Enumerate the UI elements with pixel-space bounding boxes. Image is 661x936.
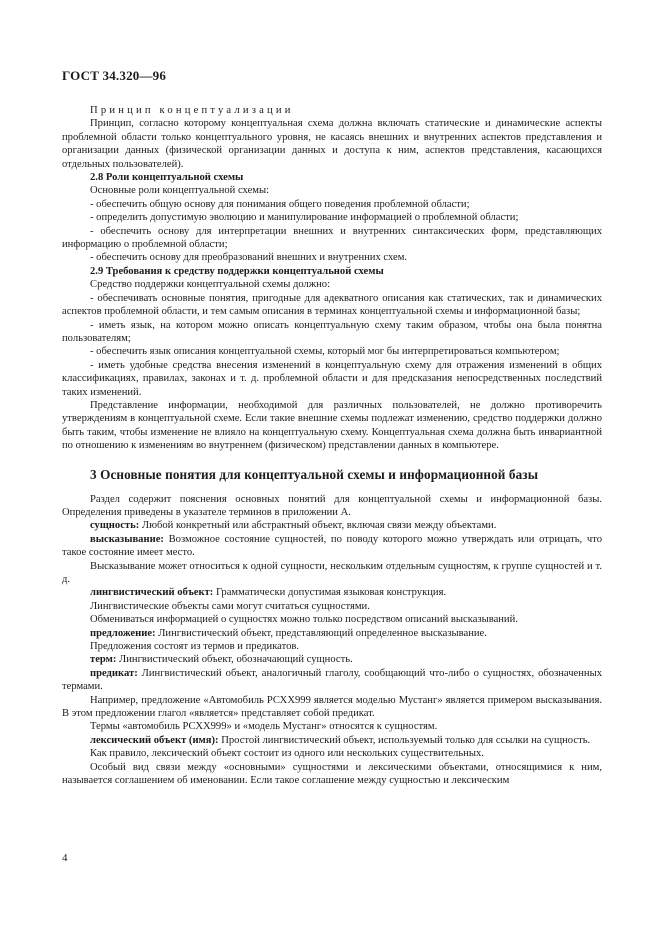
- term-definition: Лингвистический объект, аналогичный глаголу, сообщающий что-либо о сущностях, обозначенных термами.: [62, 667, 602, 693]
- section-2-9-closing: Представление информации, необходимой для различных пользователей, не должно противоречить утверждениям в концептуальной схеме. Если такие внешние схемы подлежат изменению, средство поддержки должно быть таким, чтобы изменение не влияло на концептуальную схему. Концептуальная схема должна быть инвариантной по отношению к изменениям во внутреннем (физическом) представлении данных в компьютере.: [62, 399, 602, 452]
- definition-linguistic-object: [62, 586, 602, 599]
- definition-entity: [62, 519, 602, 532]
- definition-statement: [62, 533, 602, 560]
- list-item: - обеспечить основу для преобразований внешних и внутренних схем.: [90, 252, 408, 264]
- principle-title: Принцип концептуализации: [90, 105, 294, 116]
- document-page: [62, 68, 602, 788]
- term-definition: Лингвистический объект, представляющий определенное высказывание.: [155, 627, 487, 639]
- section-2-9-lead: Средство поддержки концептуальной схемы должно:: [90, 279, 331, 291]
- body-paragraph: Обмениваться информацией о сущностях можно только посредством описаний высказываний.: [90, 614, 518, 626]
- term-definition: Возможное состояние сущностей, по поводу которого можно утверждать или отрицать, что такое состояние имеет место.: [62, 533, 602, 559]
- term-definition: Грамматически допустимая языковая конструкция.: [213, 587, 447, 599]
- body-paragraph: Например, предложение «Автомобиль РСХХ999 является моделью Мустанг» является примером высказывания. В этом предложении глагол «является» представляет собой предикат.: [62, 694, 602, 720]
- definition-term: [62, 653, 602, 666]
- term-label: высказывание:: [90, 533, 164, 545]
- body-paragraph: Особый вид связи между «основными» сущностями и лексическими объектами, относящимися к ним, называется соглашением об именовании. Если такое соглашение между сущностью и лексическим: [62, 761, 602, 787]
- page-number: 4: [62, 852, 68, 864]
- section-2-8-lead: Основные роли концептуальной схемы:: [90, 185, 270, 197]
- term-definition: Лингвистический объект, обозначающий сущность.: [116, 654, 353, 666]
- list-item: - обеспечивать основные понятия, пригодные для адекватного описания как статических, так и динамических аспектов проблемной области, и тем самым описания в терминах концептуальной схемы и информационной базы;: [62, 292, 602, 318]
- definition-sentence: [62, 627, 602, 640]
- term-label: предикат:: [90, 667, 138, 679]
- list-item: - обеспечить основу для интерпретации внешних и внутренних синтаксических форм, представляющих информацию о проблемной области;: [62, 225, 602, 251]
- principle-paragraph: Принцип, согласно которому концептуальная схема должна включать статические и динамические аспекты проблемной области только концептуального уровня, не касаясь внешних и внутренних аспектов представления и организации данных (физической организации данных и доступа к ним, аспектов представления, касающихся отдельных пользователей).: [62, 118, 602, 170]
- term-definition: Любой конкретный или абстрактный объект, включая связи между объектами.: [139, 520, 497, 532]
- section-3-intro: Раздел содержит пояснения основных понятий для концептуальной схемы и информационной базы. Определения приведены в указателе терминов в приложении А.: [62, 493, 602, 518]
- definition-predicate: [62, 667, 602, 694]
- term-label: лингвистический объект:: [90, 587, 214, 599]
- body-paragraph: Высказывание может относиться к одной сущности, нескольким отдельным сущностям, к группе сущностей и т. д.: [62, 560, 602, 585]
- term-label: предложение:: [90, 627, 156, 639]
- section-2-8-title: 2.8 Роли концептуальной схемы: [90, 172, 244, 184]
- list-item: - определить допустимую эволюцию и манипулирование информацией о проблемной области;: [90, 212, 519, 224]
- list-item: - обеспечить общую основу для понимания общего поведения проблемной области;: [90, 198, 470, 210]
- list-item: - иметь язык, на котором можно описать концептуальную схему таким образом, чтобы она была понятна пользователям;: [62, 319, 602, 344]
- document-header: ГОСТ 34.320—96: [62, 68, 167, 83]
- term-label: лексический объект (имя):: [90, 734, 219, 746]
- list-item: - обеспечить язык описания концептуальной схемы, который мог бы интерпретироваться компьютером;: [90, 346, 560, 358]
- list-item: - иметь удобные средства внесения изменений в концептуальную схему для отражения изменений в общих классификациях, правилах, законах и т. д. проблемной области и для предсказания непосредственных последствий таких изменений.: [62, 359, 602, 398]
- body-paragraph: Предложения состоят из термов и предикатов.: [90, 641, 300, 653]
- term-definition: Простой лингвистический объект, используемый только для ссылки на сущность.: [218, 734, 591, 746]
- section-2-9-title: 2.9 Требования к средству поддержки концептуальной схемы: [90, 265, 384, 277]
- term-label: сущность:: [90, 520, 140, 532]
- body-paragraph: Термы «автомобиль РСХХ999» и «модель Мустанг» относятся к сущностям.: [90, 721, 438, 733]
- term-label: терм:: [90, 654, 117, 666]
- section-3-title: 3 Основные понятия для концептуальной схемы и информационной базы: [90, 466, 539, 482]
- body-paragraph: Лингвистические объекты сами могут считаться сущностями.: [90, 600, 370, 612]
- body-paragraph: Как правило, лексический объект состоит из одного или нескольких существительных.: [90, 748, 484, 760]
- definition-lexical-object: [62, 734, 602, 747]
